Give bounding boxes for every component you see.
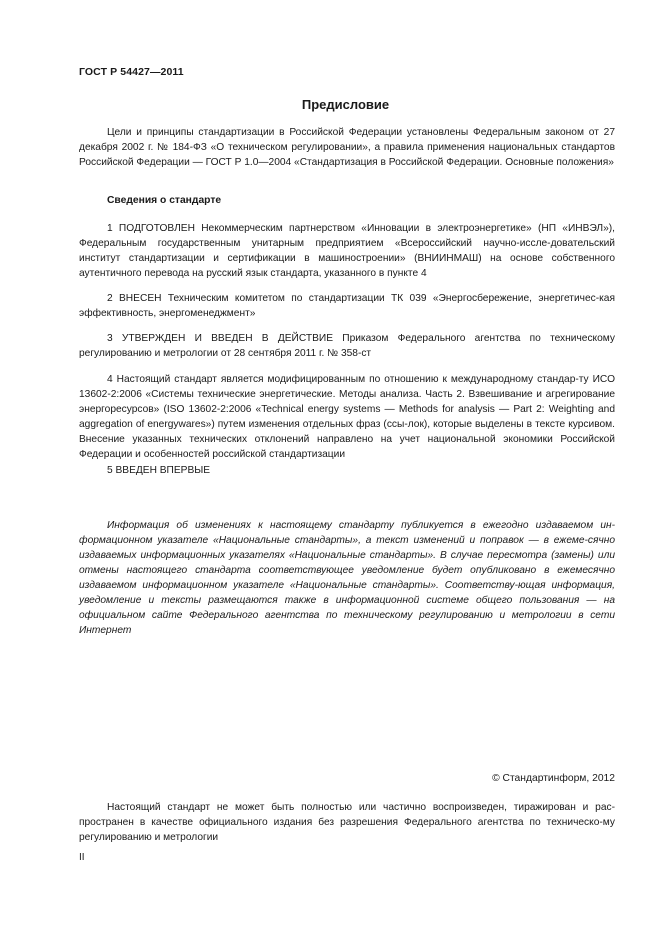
copyright: © Стандартинформ, 2012 (492, 773, 615, 784)
item-5: 5 ВВЕДЕН ВПЕРВЫЕ (107, 465, 211, 476)
section-title: Сведения о стандарте (107, 195, 222, 206)
intro-paragraph: Цели и принципы стандартизации в Российской Федерации установлены Федеральным законом от 27 декабря 2002 г. № 184-ФЗ «О техническом регулировании», а правила применения национальных стандартов Российской Федерации — ГОСТ Р 1.0—2004 «Стандартизация в Российской Федерации. Основные положения» (79, 127, 615, 168)
item-1: 1 ПОДГОТОВЛЕН Некоммерческим партнерством «Инновации в электроэнергетике» (НП «ИНВЭЛ»), Федеральным государственным унитарным предприятием «Всероссийский научно-иссле-довательский институт стандартизации и сертификации в машиностроении» (ВНИИНМАШ) на основе собственного аутентичного перевода на русский язык стандарта, указанного в пункте 4 (79, 223, 615, 279)
item-2: 2 ВНЕСЕН Техническим комитетом по стандартизации ТК 039 «Энергосбережение, энергетичес-кая эффективность, энергоменеджмент» (79, 293, 615, 319)
page-title: Предисловие (301, 97, 390, 112)
standard-id-header: ГОСТ Р 54427—2011 (79, 66, 184, 78)
item-4: 4 Настоящий стандарт является модифицированным по отношению к международному стандар-ту ИСО 13602-2:2006 «Системы технические энергетические. Методы анализа. Часть 2. Взвешивание и агрегирование энергоресурсов» (ISO 13602-2:2006 «Technical energy systems — Methods for analysis — Part 2: Weighting and aggregation of energywares») путем изменения отдельных фраз (ссы-лок), которые выделены в тексте курсивом. Внесение указанных технических отклонений направлено на учет национальной экономики Российской Федерации и особенностей российской стандартизации (79, 374, 615, 460)
reproduction-notice: Настоящий стандарт не может быть полностью или частично воспроизведен, тиражирован и рас-пространен в качестве официального издания без разрешения Федерального агентства по техническо-му регулированию и метрологии (79, 802, 615, 843)
changes-notice: Информация об изменениях к настоящему стандарту публикуется в ежегодно издаваемом ин-формационном указателе «Национальные стандарты», а текст изменений и поправок — в ежеме-сячно издаваемых информационных указателях «Национальные стандарты». В случае пересмотра (замены) или отмены настоящего стандарта соответствующее уведомление будет опубликовано в ежемесячно издаваемом информационном указателе «Национальные стандарты». Соответству-ющая информация, уведомление и тексты размещаются также в информационной системе общего пользования — на официальном сайте Федерального агентства по техническому регулированию и метрологии в сети Интернет (79, 520, 615, 636)
item-3: 3 УТВЕРЖДЕН И ВВЕДЕН В ДЕЙСТВИЕ Приказом Федерального агентства по техническому регулированию и метрологии от 28 сентября 2011 г. № 358-ст (79, 333, 615, 359)
page-number: II (79, 852, 85, 863)
